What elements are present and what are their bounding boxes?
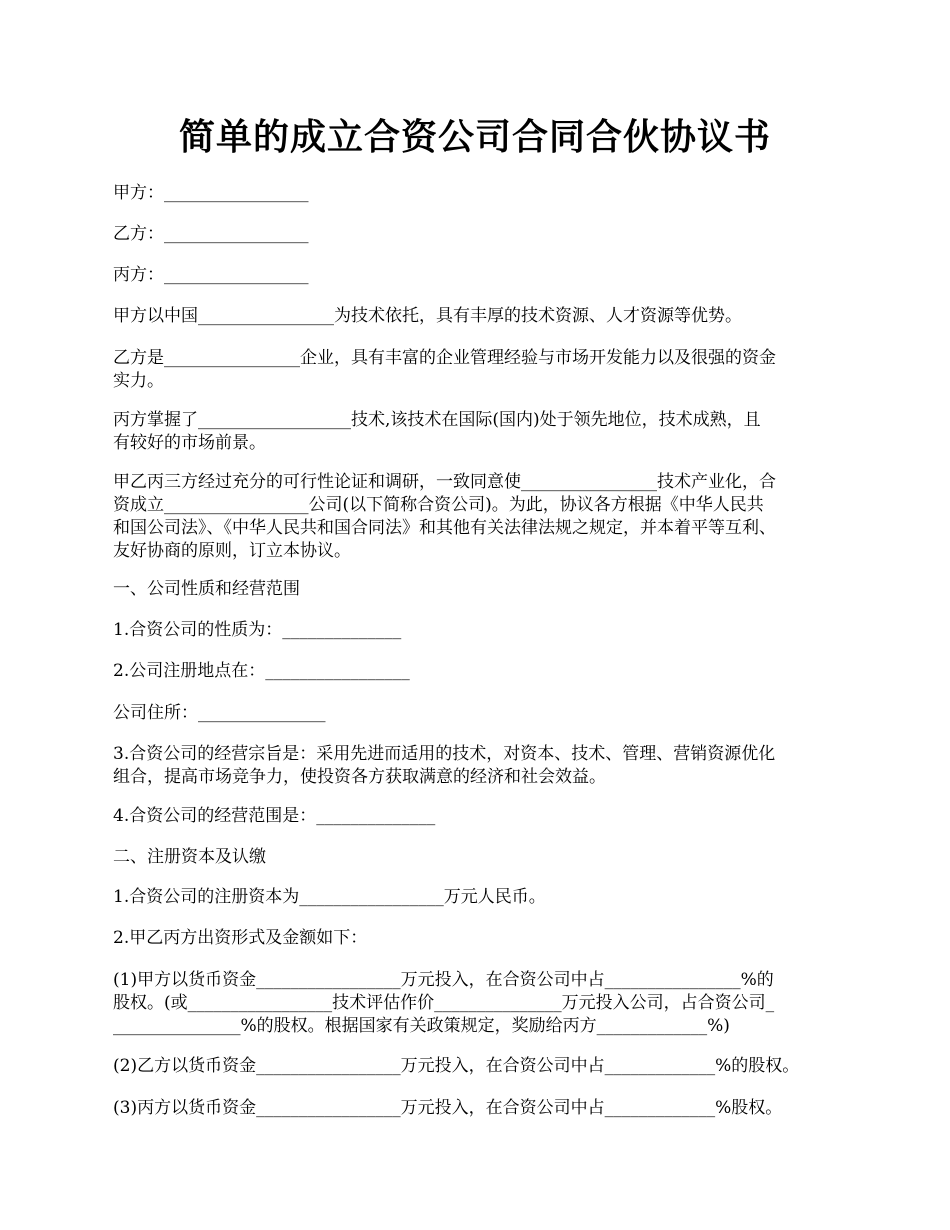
clause-2-2-1-line3: _______________%的股权。根据国家有关政策规定，奖励给丙方_____________%): [113, 1016, 730, 1036]
section-heading-2: 二、注册资本及认缴: [113, 847, 266, 867]
clause-2-2-1-line2: 股权。(或_________________技术评估作价_______________万元投入公司，占合资公司_: [113, 993, 775, 1013]
document-title: 简单的成立合资公司合同合伙协议书: [178, 116, 771, 158]
preamble-line2: 资成立_________________公司(以下简称合资公司)。为此，协议各方根据《中华人民共: [113, 495, 764, 515]
party-b-intro-line2: 实力。: [113, 371, 164, 391]
party-a-line: 甲方：_________________: [113, 183, 309, 203]
preamble-line3: 和国公司法》、《中华人民共和国合同法》和其他有关法律法规之规定，并本着平等互利、: [113, 518, 776, 538]
company-address-line: 公司住所：_______________: [113, 703, 326, 723]
party-a-intro: 甲方以中国________________为技术依托，具有丰厚的技术资源、人才资源等优势。: [113, 306, 742, 326]
clause-2-1: 1.合资公司的注册资本为_________________万元人民币。: [113, 887, 546, 907]
clause-2-2-1-line1: (1)甲方以货币资金_________________万元投入，在合资公司中占________________%的: [113, 970, 774, 990]
clause-1-3-line1: 3.合资公司的经营宗旨是：采用先进而适用的技术，对资本、技术、管理、营销资源优化: [113, 744, 776, 764]
party-c-intro-line2: 有较好的市场前景。: [113, 433, 266, 453]
clause-1-1: 1.合资公司的性质为：______________: [113, 620, 402, 640]
clause-1-3-line2: 组合，提高市场竞争力，使投资各方获取满意的经济和社会效益。: [113, 767, 606, 787]
clause-1-4: 4.合资公司的经营范围是：______________: [113, 806, 436, 826]
clause-2-2-2: (2)乙方以货币资金_________________万元投入，在合资公司中占_____________%的股权。: [113, 1056, 800, 1076]
preamble-line4: 友好协商的原则，订立本协议。: [113, 541, 351, 561]
party-b-line: 乙方：_________________: [113, 224, 309, 244]
section-heading-1: 一、公司性质和经营范围: [113, 579, 300, 599]
party-c-intro-line1: 丙方掌握了__________________技术,该技术在国际(国内)处于领先地位，技术成熟，且: [113, 410, 761, 430]
clause-1-2: 2.公司注册地点在：_________________: [113, 661, 410, 681]
clause-2-2: 2.甲乙丙方出资形式及金额如下：: [113, 928, 368, 948]
preamble-line1: 甲乙丙三方经过充分的可行性论证和调研，一致同意使________________技术产业化，合: [113, 472, 776, 492]
party-b-intro-line1: 乙方是________________企业，具有丰富的企业管理经验与市场开发能力以及很强的资金: [113, 348, 776, 368]
party-c-line: 丙方：_________________: [113, 265, 309, 285]
clause-2-2-3: (3)丙方以货币资金_________________万元投入，在合资公司中占_____________%股权。: [113, 1098, 783, 1118]
